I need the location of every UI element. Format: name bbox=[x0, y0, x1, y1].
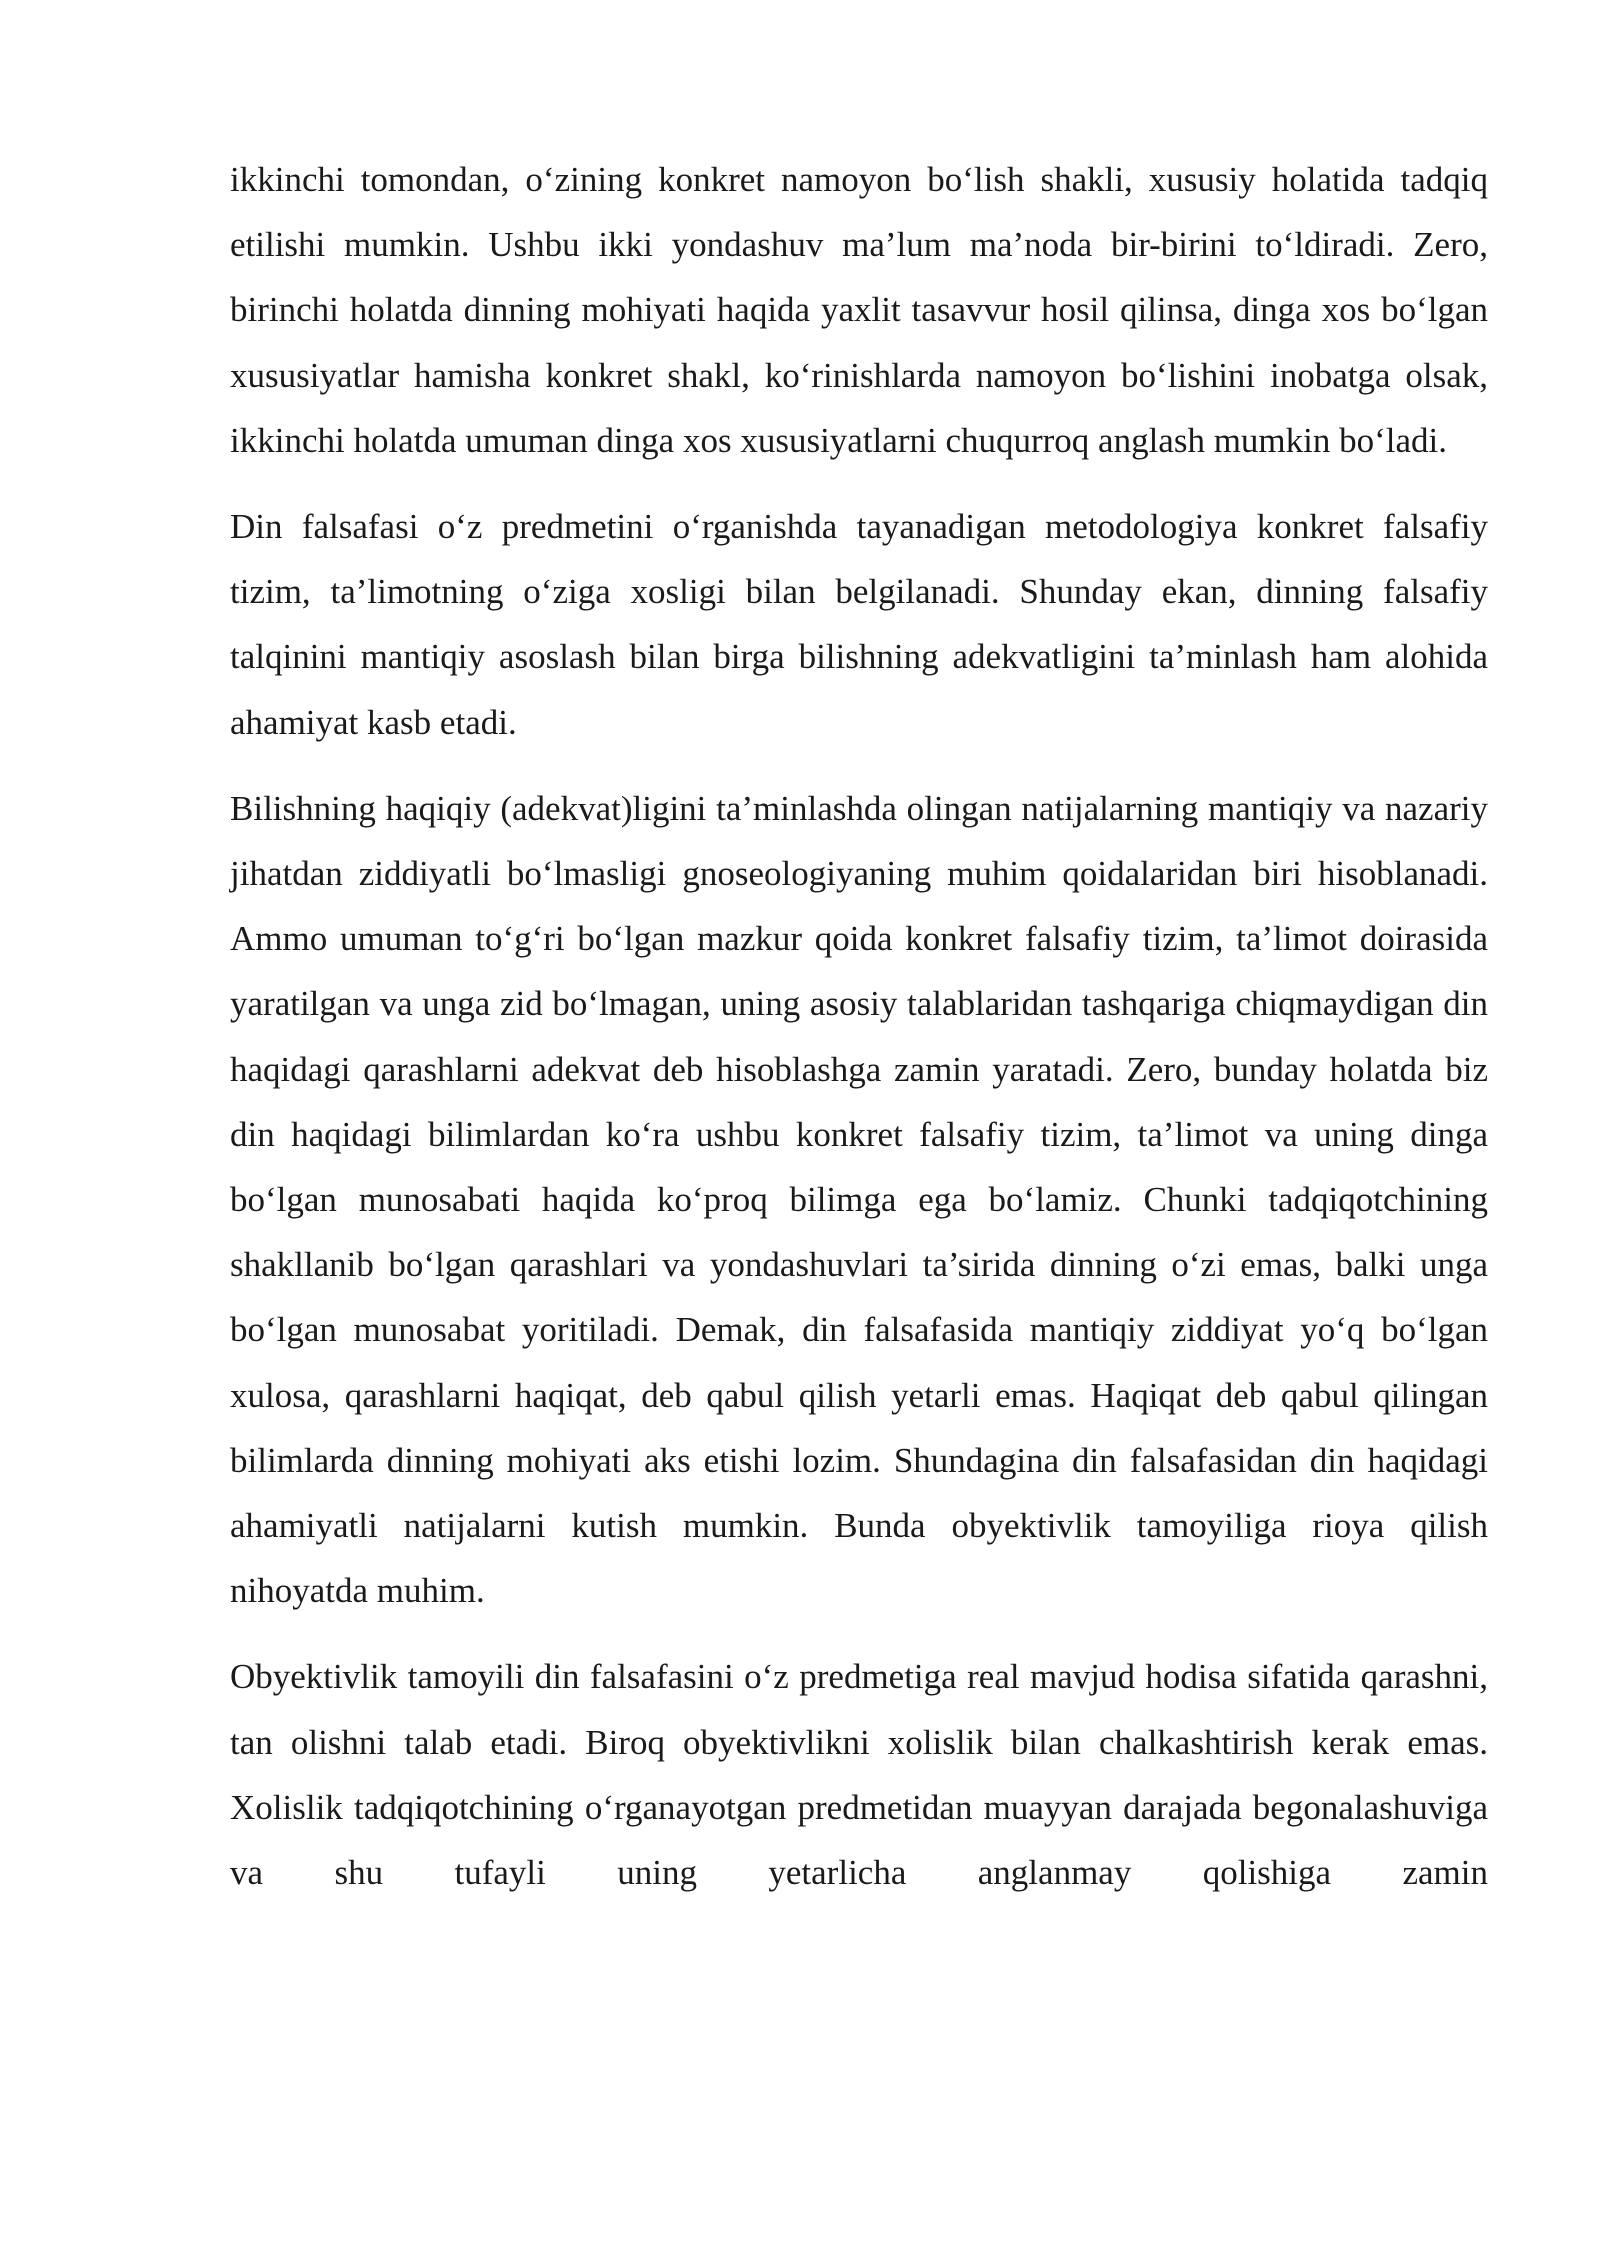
paragraph-1: ikkinchi tomondan, o‘zining konkret namoyon bo‘lish shakli, xususiy holatida tadqiq etilishi mumkin. Ushbu ikki yondashuv ma’lum ma’noda bir-birini to‘ldiradi. Zero, birinchi holatda dinning mohiyati haqida yaxlit tasavvur hosil qilinsa, dinga xos bo‘lgan xususiyatlar hamisha konkret shakl, ko‘rinishlarda namoyon bo‘lishini inobatga olsak, ikkinchi holatda umuman dinga xos xususiyatlarni chuqurroq anglash mumkin bo‘ladi. bbox=[230, 160, 1488, 460]
body-text bbox=[230, 147, 1488, 1905]
paragraph-3: Bilishning haqiqiy (adekvat)ligini ta’minlashda olingan natijalarning mantiqiy va nazariy jihatdan ziddiyatli bo‘lmasligi gnoseologiyaning muhim qoidalaridan biri hisoblanadi. Ammo umuman to‘g‘ri bo‘lgan mazkur qoida konkret falsafiy tizim, ta’limot doirasida yaratilgan va unga zid bo‘lmagan, uning asosiy talablaridan tashqariga chiqmaydigan din haqidagi qarashlarni adekvat deb hisoblashga zamin yaratadi. Zero, bunday holatda biz din haqidagi bilimlardan ko‘ra ushbu konkret falsafiy tizim, ta’limot va uning dinga bo‘lgan munosabati haqida ko‘proq bilimga ega bo‘lamiz. Chunki tadqiqotchining shakllanib bo‘lgan qarashlari va yondashuvlari ta’sirida dinning o‘zi emas, balki unga bo‘lgan munosabat yoritiladi. Demak, din falsafasida mantiqiy ziddiyat yo‘q bo‘lgan xulosa, qarashlarni haqiqat, deb qabul qilish yetarli emas. Haqiqat deb qabul qilingan bilimlarda dinning mohiyati aks etishi lozim. Shundagina din falsafasidan din haqidagi ahamiyatli natijalarni kutish mumkin. Bunda obyektivlik tamoyiliga rioya qilish nihoyatda muhim. bbox=[230, 788, 1488, 1611]
paragraph-4: Obyektivlik tamoyili din falsafasini o‘z predmetiga real mavjud hodisa sifatida qarashni, tan olishni talab etadi. Biroq obyektivlikni xolislik bilan chalkashtirish kerak emas. Xolislik tadqiqotchining o‘rganayotgan predmetidan muayyan darajada begonalashuviga va shu tufayli uning yetarlicha anglanmay qolishiga zamin bbox=[230, 1657, 1488, 1893]
paragraph-2: Din falsafasi o‘z predmetini o‘rganishda tayanadigan metodologiya konkret falsafiy tizim, ta’limotning o‘ziga xosligi bilan belgilanadi. Shunday ekan, dinning falsafiy talqinini mantiqiy asoslash bilan birga bilishning adekvatligini ta’minlash ham alohida ahamiyat kasb etadi. bbox=[230, 507, 1488, 742]
